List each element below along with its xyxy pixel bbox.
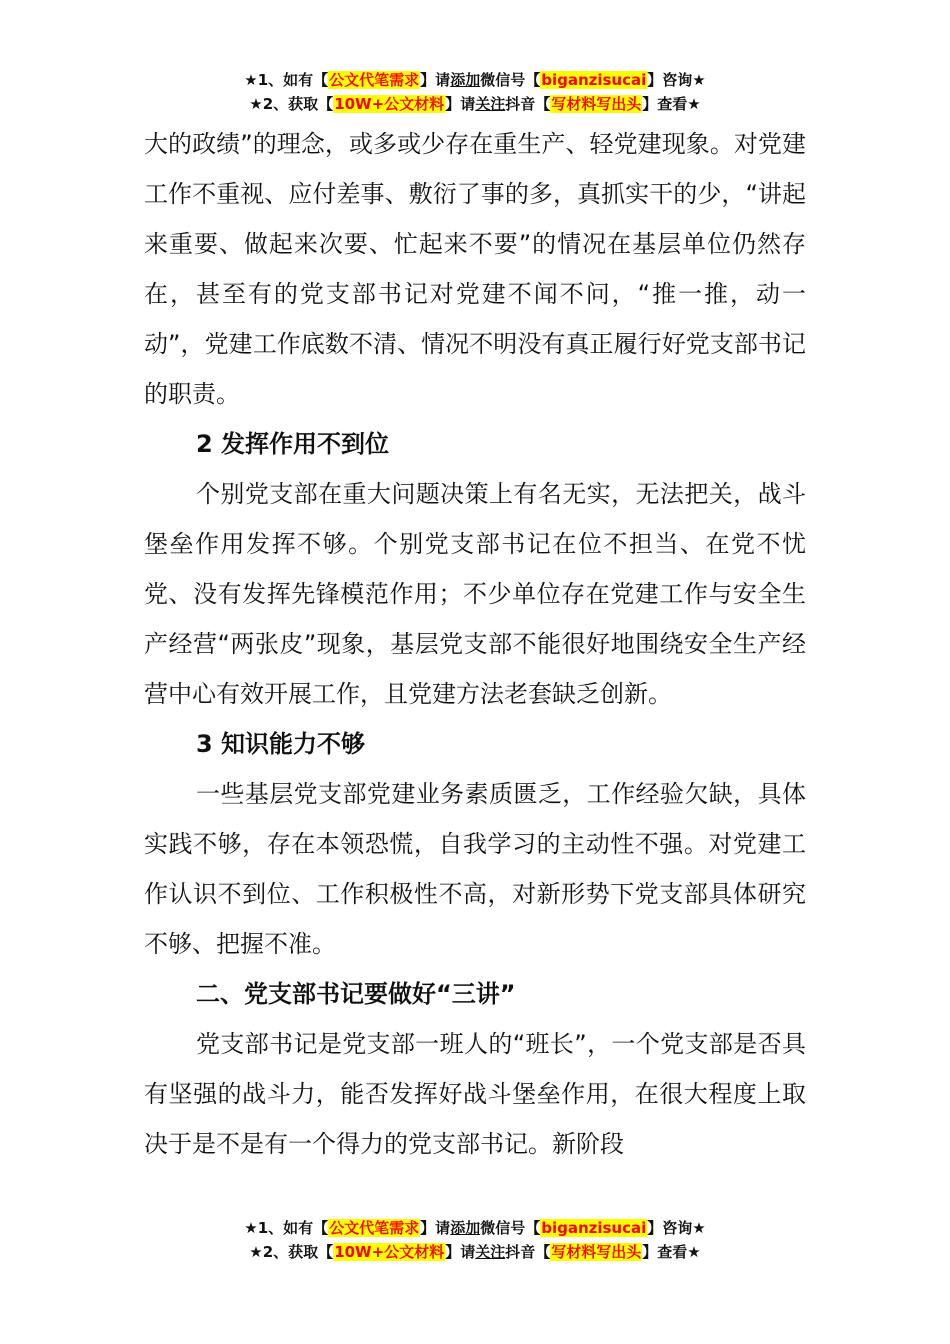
banner-text: ★1、如有【 — [244, 71, 329, 89]
paragraph: 个别党支部在重大问题决策上有名无实，无法把关，战斗堡垒作用发挥不够。个别党支部书记在位不担当、在党不忧党、没有发挥先锋模范作用；不少单位存在党建工作与安全生产经营“两张皮”现象，基层党支部不能很好地围绕安全生产经营中心有效开展工作，且党建方法老套缺乏创新。 — [144, 480, 806, 708]
banner-line-2 — [0, 92, 950, 116]
banner-highlight: 公文代笔需求 — [329, 1219, 420, 1237]
banner-text: 】请 — [420, 1219, 451, 1237]
paragraph: 一些基层党支部党建业务素质匮乏，工作经验欠缺，具体实践不够，存在本领恐慌，自我学习的主动性不强。对党建工作认识不到位、工作积极性不高，对新形势下党支部具体研究不够、把握不准。 — [144, 780, 806, 958]
banner-highlight: biganzisucai — [541, 71, 647, 89]
banner-highlight: biganzisucai — [541, 1219, 647, 1237]
banner-line-1 — [0, 1216, 950, 1240]
banner-text: 】咨询★ — [647, 71, 706, 89]
document-body — [144, 119, 806, 1169]
banner-text: 抖音【 — [505, 95, 551, 113]
banner-line-2 — [0, 1240, 950, 1264]
banner-highlight: 写材料写出头 — [551, 1243, 642, 1261]
banner-highlight: 写材料写出头 — [551, 95, 642, 113]
banner-underlined: 关注 — [475, 1243, 506, 1261]
banner-text: 】咨询★ — [647, 1219, 706, 1237]
banner-underlined: 添加 — [450, 71, 481, 89]
banner-highlight: 公文代笔需求 — [329, 71, 420, 89]
paragraph: 大的政绩”的理念，或多或少存在重生产、轻党建现象。对党建工作不重视、应付差事、敷衍了事的多，真抓实干的少，“讲起来重要、做起来次要、忙起来不要”的情况在基层单位仍然存在，甚至有的党支部书记对党建不闻不问，“推一推，动一动”，党建工作底数不清、情况不明没有真正履行好党支部书记的职责。 — [144, 130, 806, 408]
banner-underlined: 关注 — [475, 95, 506, 113]
banner-text: 微信号【 — [480, 71, 541, 89]
banner-text: 抖音【 — [505, 1243, 551, 1261]
banner-text: 】请 — [445, 1243, 476, 1261]
banner-text: 】请 — [420, 71, 451, 89]
banner-text: 】查看★ — [642, 1243, 701, 1261]
banner-text: ★1、如有【 — [244, 1219, 329, 1237]
banner-text: ★2、获取【 — [249, 95, 334, 113]
banner-line-1 — [0, 68, 950, 92]
header-banner — [0, 68, 950, 116]
banner-highlight: 10W+公文材料 — [334, 1243, 445, 1261]
section-heading: 3 知识能力不够 — [196, 730, 366, 758]
footer-banner — [0, 1216, 950, 1264]
section-heading: 二、党支部书记要做好“三讲” — [196, 980, 516, 1008]
banner-text: 】查看★ — [642, 95, 701, 113]
paragraph: 党支部书记是党支部一班人的“班长”，一个党支部是否具有坚强的战斗力，能否发挥好战斗堡垒作用，在很大程度上取决于是不是有一个得力的党支部书记。新阶段 — [144, 1030, 806, 1158]
banner-highlight: 10W+公文材料 — [334, 95, 445, 113]
banner-text: ★2、获取【 — [249, 1243, 334, 1261]
section-heading: 2 发挥作用不到位 — [196, 430, 390, 458]
banner-text: 微信号【 — [480, 1219, 541, 1237]
banner-text: 】请 — [445, 95, 476, 113]
banner-underlined: 添加 — [450, 1219, 481, 1237]
